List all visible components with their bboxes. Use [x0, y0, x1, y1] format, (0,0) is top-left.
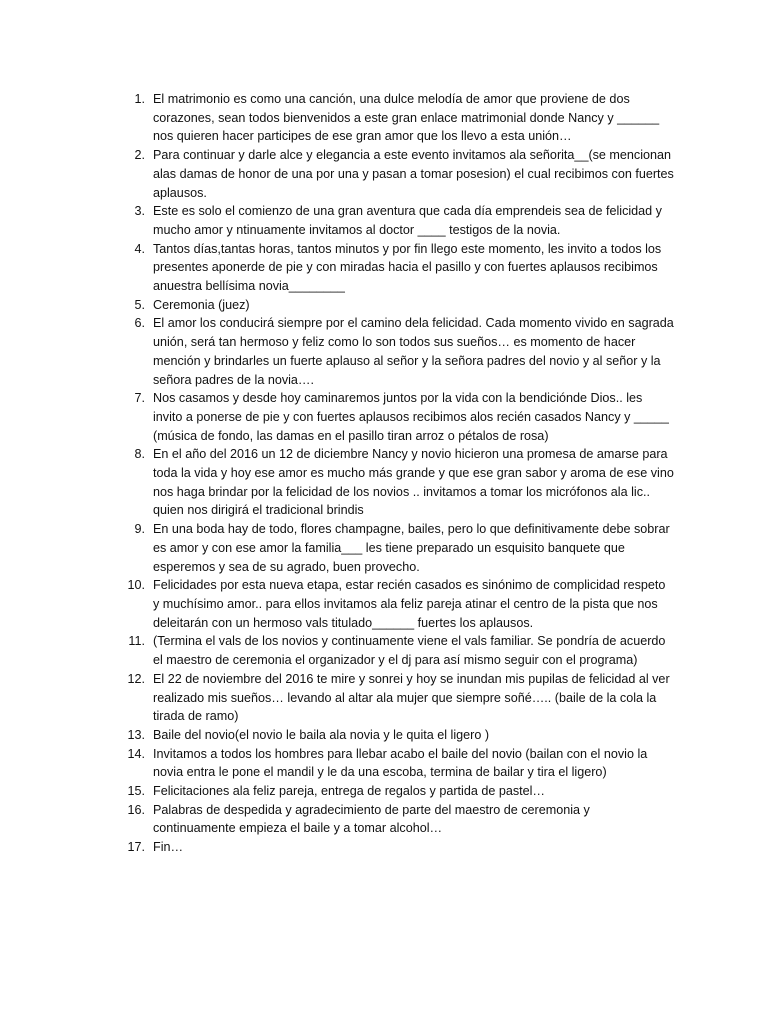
list-item	[119, 314, 674, 389]
list-item	[119, 520, 674, 576]
item-number: 8.	[134, 447, 145, 462]
list-item	[119, 240, 674, 296]
item-text: En el año del 2016 un 12 de diciembre Nancy y novio hicieron una promesa de amarse para toda la vida y hoy ese amor es mucho más grande y que ese gran sabor y aroma de ese vino nos haga brindar por la felicidad de los novios .. invitamos a tomar los micrófonos ala lic.. quien nos dirigirá el tradicional brindis	[153, 447, 674, 518]
item-text: Ceremonia (juez)	[153, 297, 250, 312]
item-number: 7.	[134, 391, 145, 406]
list-item	[119, 576, 674, 632]
list-item	[119, 782, 674, 801]
list-item	[119, 838, 674, 857]
item-number: 9.	[134, 522, 145, 537]
item-number: 4.	[134, 241, 145, 256]
list-item	[119, 90, 674, 146]
list-item	[119, 146, 674, 202]
list-item	[119, 445, 674, 520]
item-text: Invitamos a todos los hombres para llebar acabo el baile del novio (bailan con el novio la novia entra le pone el mandil y le da una escoba, termina de bailar y tira el ligero)	[153, 746, 648, 780]
item-number: 13.	[127, 727, 145, 742]
item-text: (Termina el vals de los novios y continuamente viene el vals familiar. Se pondría de acuerdo el maestro de ceremonia el organizador y el dj para así mismo seguir con el programa)	[153, 634, 666, 668]
item-number: 17.	[127, 840, 145, 855]
item-text: Felicidades por esta nueva etapa, estar recién casados es sinónimo de complicidad respeto y muchísimo amor.. para ellos invitamos ala feliz pareja atinar el centro de la pista que nos deleitarán con un hermoso vals titulado______ fuertes los aplausos.	[153, 578, 666, 630]
item-text: Baile del novio(el novio le baila ala novia y le quita el ligero )	[153, 727, 490, 742]
item-number: 5.	[134, 297, 145, 312]
item-number: 2.	[134, 148, 145, 163]
item-text: En una boda hay de todo, flores champagne, bailes, pero lo que definitivamente debe sobrar es amor y con ese amor la familia___ les tiene preparado un esquisito banquete que esperemos y sea de su agrado, buen provecho.	[153, 522, 670, 574]
item-number: 16.	[127, 802, 145, 817]
list-item	[119, 202, 674, 239]
item-number: 12.	[127, 671, 145, 686]
item-number: 6.	[134, 316, 145, 331]
item-text: El 22 de noviembre del 2016 te mire y sonrei y hoy se inundan mis pupilas de felicidad al ver realizado mis sueños… levando al altar ala mujer que siempre soñé….. (baile de la cola la tirada de ramo)	[153, 671, 670, 724]
item-text: Felicitaciones ala feliz pareja, entrega de regalos y partida de pastel…	[153, 784, 546, 799]
list-item	[119, 726, 674, 745]
item-number: 10.	[127, 578, 145, 593]
list-item	[119, 801, 674, 838]
list-item	[119, 296, 674, 315]
item-text: Fin…	[153, 840, 184, 855]
item-number: 11.	[128, 634, 145, 649]
ceremony-program-list	[119, 90, 674, 857]
item-text: El amor los conducirá siempre por el camino dela felicidad. Cada momento vivido en sagrada unión, será tan hermoso y feliz como lo son todos sus sueños… es momento de hacer mención y brindarles un fuerte aplauso al señor y la señora padres del novio y al señor y la señora padres de la novia….	[153, 316, 674, 387]
list-item	[119, 745, 674, 782]
list-item	[119, 632, 674, 669]
item-text: Palabras de despedida y agradecimiento de parte del maestro de ceremonia y continuamente empieza el baile y a tomar alcohol…	[153, 802, 590, 836]
item-text: Para continuar y darle alce y elegancia a este evento invitamos ala señorita__(se mencionan alas damas de honor de una por una y pasan a tomar posesion) el cual recibimos con fuertes aplausos.	[153, 148, 674, 200]
item-number: 3.	[134, 204, 145, 219]
item-text: El matrimonio es como una canción, una dulce melodía de amor que proviene de dos corazones, sean todos bienvenidos a este gran enlace matrimonial donde Nancy y ______ nos quieren hacer participes de ese gran amor que los llevo a esta unión…	[153, 92, 660, 144]
item-text: Nos casamos y desde hoy caminaremos juntos por la vida con la bendiciónde Dios.. les invito a ponerse de pie y con fuertes aplausos recibimos alos recién casados Nancy y _____ (música de fondo, las damas en el pasillo tiran arroz o pétalos de rosa)	[153, 391, 669, 443]
list-item	[119, 389, 674, 445]
item-text: Este es solo el comienzo de una gran aventura que cada día emprendeis sea de felicidad y mucho amor y ntinuamente invitamos al doctor ____ testigos de la novia.	[153, 204, 662, 237]
item-number: 14.	[127, 746, 145, 761]
item-number: 1.	[134, 92, 145, 106]
item-text: Tantos días,tantas horas, tantos minutos y por fin llego este momento, les invito a todos los presentes aponerde de pie y con miradas hacia el pasillo y con fuertes aplausos recibimos anuestra bellísima novia________	[153, 241, 662, 294]
item-number: 15.	[127, 784, 145, 799]
list-item	[119, 670, 674, 726]
